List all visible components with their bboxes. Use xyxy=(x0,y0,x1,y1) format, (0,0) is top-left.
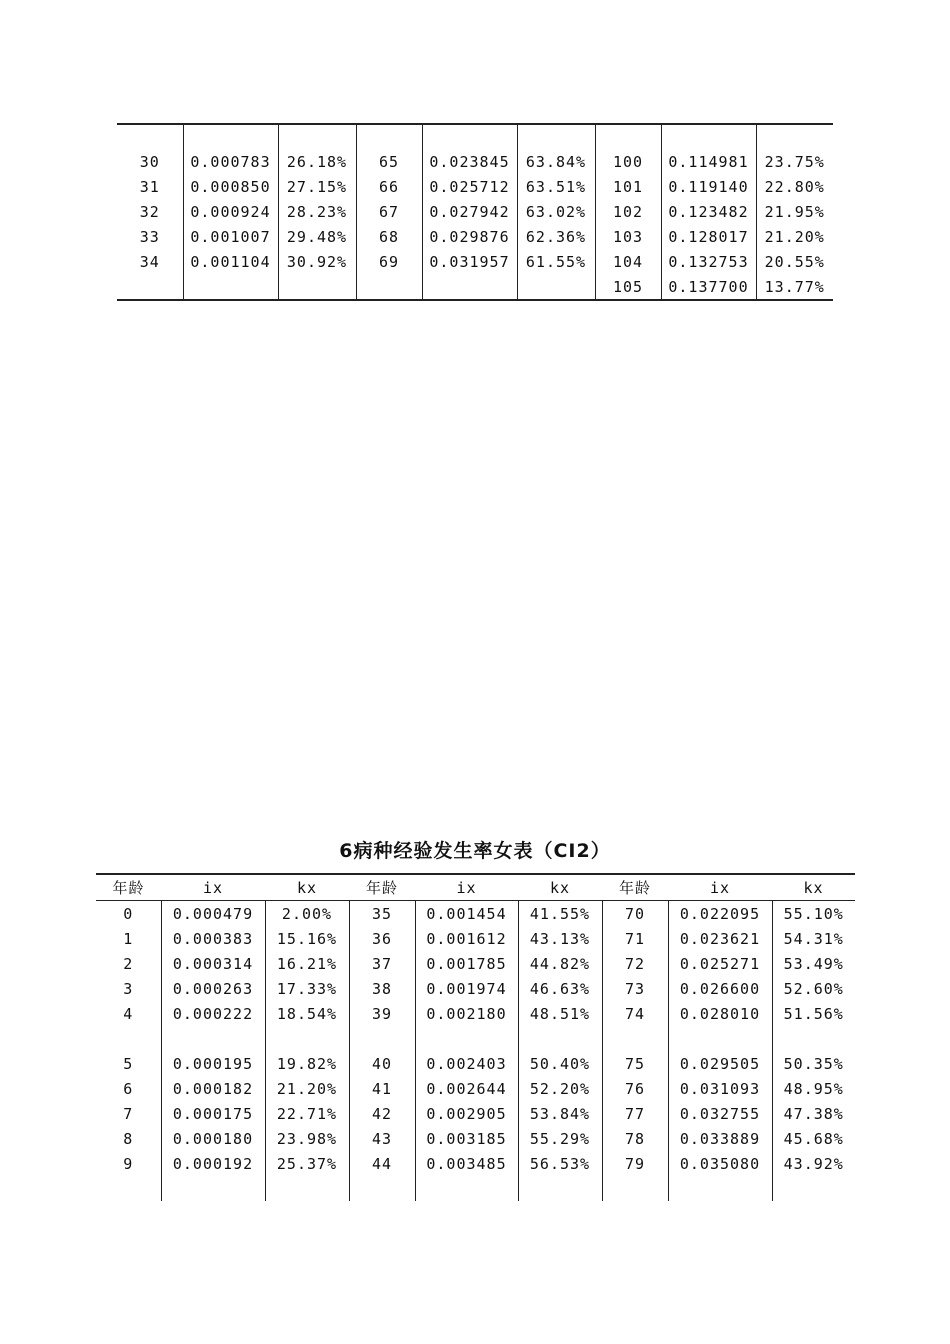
table-cell: 44.82% xyxy=(518,951,602,976)
table-cell: 22.71% xyxy=(265,1101,349,1126)
column-header: 年龄 xyxy=(365,879,398,897)
table-row xyxy=(96,1051,855,1076)
table-row xyxy=(96,951,855,976)
table-cell: 0.025271 xyxy=(668,951,772,976)
table-cell: 46.63% xyxy=(518,976,602,1001)
table-cell: 21.95% xyxy=(764,202,825,221)
table-cell: 35 xyxy=(349,901,415,927)
table-cell: 5 xyxy=(96,1051,161,1076)
table-cell: 0.132753 xyxy=(661,249,756,274)
table-cell: 0.026600 xyxy=(668,976,772,1001)
table-row xyxy=(117,274,833,300)
table-cell: 0.001612 xyxy=(415,926,518,951)
table-row xyxy=(96,1151,855,1176)
table-cell: 50.40% xyxy=(518,1051,602,1076)
table-cell: 101 xyxy=(595,174,661,199)
table-cell: 25.37% xyxy=(265,1151,349,1176)
table-cell: 0.000783 xyxy=(183,149,278,174)
table-row xyxy=(117,249,833,274)
table-cell: 0.028010 xyxy=(668,1001,772,1026)
table-cell: 55.10% xyxy=(783,904,844,923)
table-cell: 0.000222 xyxy=(161,1001,265,1026)
table-cell: 16.21% xyxy=(265,951,349,976)
table-cell: 20.55% xyxy=(764,252,825,271)
table-cell: 54.31% xyxy=(783,929,844,948)
table-cell: 29.48% xyxy=(278,224,356,249)
table-cell: 17.33% xyxy=(265,976,349,1001)
table-cell: 41 xyxy=(349,1076,415,1101)
table-cell: 30 xyxy=(117,149,183,174)
column-header: 年龄 xyxy=(618,879,651,897)
table-cell: 100 xyxy=(595,149,661,174)
table-cell: 0.029505 xyxy=(668,1051,772,1076)
table-cell: 68 xyxy=(356,224,422,249)
table-cell: 0.001785 xyxy=(415,951,518,976)
table-cell: 39 xyxy=(349,1001,415,1026)
female-incidence-table xyxy=(96,873,855,1201)
table-cell: 23.75% xyxy=(764,152,825,171)
table-cell: 65 xyxy=(356,149,422,174)
table-cell: 0.027942 xyxy=(422,199,517,224)
table-row xyxy=(96,1101,855,1126)
table-cell: 7 xyxy=(96,1101,161,1126)
table-cell: 79 xyxy=(602,1151,668,1176)
table-cell: 105 xyxy=(595,274,661,300)
table-cell: 75 xyxy=(602,1051,668,1076)
table-cell: 56.53% xyxy=(518,1151,602,1176)
table-cell: 52.20% xyxy=(518,1076,602,1101)
table-cell: 50.35% xyxy=(783,1054,844,1073)
table-cell: 21.20% xyxy=(265,1076,349,1101)
table-cell: 0.000924 xyxy=(183,199,278,224)
table-cell: 2 xyxy=(96,951,161,976)
table-cell: 0.031093 xyxy=(668,1076,772,1101)
table-cell: 0.137700 xyxy=(661,274,756,300)
table-cell: 0.002180 xyxy=(415,1001,518,1026)
table-cell: 19.82% xyxy=(265,1051,349,1076)
table-cell: 63.84% xyxy=(517,149,595,174)
column-header: ix xyxy=(709,878,731,897)
table-cell: 0.029876 xyxy=(422,224,517,249)
table-row xyxy=(117,174,833,199)
table-cell xyxy=(117,274,183,300)
table-cell: 0.001974 xyxy=(415,976,518,1001)
table-cell: 42 xyxy=(349,1101,415,1126)
table-cell: 0.000195 xyxy=(161,1051,265,1076)
table-cell: 34 xyxy=(117,249,183,274)
table-cell: 72 xyxy=(602,951,668,976)
table-cell: 67 xyxy=(356,199,422,224)
table-row xyxy=(117,199,833,224)
table-cell: 74 xyxy=(602,1001,668,1026)
table-cell: 77 xyxy=(602,1101,668,1126)
column-header: kx xyxy=(803,878,824,897)
table-cell: 26.18% xyxy=(278,149,356,174)
table-cell: 52.60% xyxy=(783,979,844,998)
table-cell: 38 xyxy=(349,976,415,1001)
table-cell: 43 xyxy=(349,1126,415,1151)
table-row xyxy=(96,1126,855,1151)
table-cell: 104 xyxy=(595,249,661,274)
table-cell: 103 xyxy=(595,224,661,249)
table-cell: 0.000263 xyxy=(161,976,265,1001)
table-cell: 76 xyxy=(602,1076,668,1101)
table-cell: 8 xyxy=(96,1126,161,1151)
table-cell: 3 xyxy=(96,976,161,1001)
table-cell: 0.123482 xyxy=(661,199,756,224)
table-cell: 0.025712 xyxy=(422,174,517,199)
table-cell: 62.36% xyxy=(517,224,595,249)
table-cell xyxy=(517,274,595,300)
table-cell: 0.000314 xyxy=(161,951,265,976)
table-cell: 13.77% xyxy=(764,277,825,296)
table-cell: 43.13% xyxy=(518,926,602,951)
table-cell: 47.38% xyxy=(783,1104,844,1123)
table-title: 6病种经验发生率女表（CI2） xyxy=(339,840,611,862)
table-cell: 0.114981 xyxy=(661,149,756,174)
table-cell: 0.003185 xyxy=(415,1126,518,1151)
table-cell: 53.49% xyxy=(783,954,844,973)
table-cell: 4 xyxy=(96,1001,161,1026)
table-cell: 78 xyxy=(602,1126,668,1151)
column-header: ix xyxy=(202,878,224,897)
table-spacer-row xyxy=(117,124,833,149)
table-cell: 63.51% xyxy=(517,174,595,199)
table-cell: 0.002905 xyxy=(415,1101,518,1126)
table-cell: 44 xyxy=(349,1151,415,1176)
table-cell: 0.031957 xyxy=(422,249,517,274)
table-cell: 2.00% xyxy=(265,901,349,927)
table-row xyxy=(117,149,833,174)
table-cell: 70 xyxy=(602,901,668,927)
table-cell: 37 xyxy=(349,951,415,976)
table-row xyxy=(96,926,855,951)
table-cell: 0.000182 xyxy=(161,1076,265,1101)
column-header: 年龄 xyxy=(112,879,145,897)
table-header-row xyxy=(96,874,855,901)
table-cell xyxy=(422,274,517,300)
table-cell: 1 xyxy=(96,926,161,951)
table-cell: 0.023621 xyxy=(668,926,772,951)
table-cell: 22.80% xyxy=(764,177,825,196)
table-row xyxy=(96,901,855,927)
table-cell: 30.92% xyxy=(278,249,356,274)
table-cell: 71 xyxy=(602,926,668,951)
table-spacer-row xyxy=(96,1176,855,1201)
table-cell: 0.001104 xyxy=(183,249,278,274)
table-cell: 21.20% xyxy=(764,227,825,246)
table-cell: 0.000192 xyxy=(161,1151,265,1176)
table-cell: 33 xyxy=(117,224,183,249)
table-cell: 0.001454 xyxy=(415,901,518,927)
table-cell: 0.003485 xyxy=(415,1151,518,1176)
rate-table-continued xyxy=(117,123,833,301)
table-cell: 102 xyxy=(595,199,661,224)
table-row xyxy=(96,1076,855,1101)
table-cell xyxy=(278,274,356,300)
table-cell: 27.15% xyxy=(278,174,356,199)
table-cell: 40 xyxy=(349,1051,415,1076)
column-header: kx xyxy=(549,878,571,897)
column-header: ix xyxy=(456,878,477,897)
table-row xyxy=(117,224,833,249)
table-cell: 0.000180 xyxy=(161,1126,265,1151)
table-cell: 45.68% xyxy=(783,1129,844,1148)
table-cell: 0.000479 xyxy=(161,901,265,927)
table-cell: 0.033889 xyxy=(668,1126,772,1151)
table-cell: 0.000383 xyxy=(161,926,265,951)
table-cell: 48.95% xyxy=(783,1079,844,1098)
table-cell: 43.92% xyxy=(783,1154,844,1173)
table-cell: 73 xyxy=(602,976,668,1001)
table-cell: 6 xyxy=(96,1076,161,1101)
table-cell: 0.119140 xyxy=(661,174,756,199)
table-row xyxy=(96,976,855,1001)
table-cell xyxy=(183,274,278,300)
table-cell: 0.000175 xyxy=(161,1101,265,1126)
table-cell: 0.000850 xyxy=(183,174,278,199)
table-spacer-row xyxy=(96,1026,855,1051)
table-cell: 18.54% xyxy=(265,1001,349,1026)
table-cell: 0 xyxy=(96,901,161,927)
table-cell xyxy=(356,274,422,300)
table-cell: 63.02% xyxy=(517,199,595,224)
table-cell: 36 xyxy=(349,926,415,951)
table-cell: 0.128017 xyxy=(661,224,756,249)
table-cell: 48.51% xyxy=(518,1001,602,1026)
table-cell: 0.001007 xyxy=(183,224,278,249)
table-cell: 41.55% xyxy=(518,901,602,927)
table-cell: 0.002403 xyxy=(415,1051,518,1076)
table-cell: 61.55% xyxy=(517,249,595,274)
table-cell: 31 xyxy=(117,174,183,199)
table-cell: 51.56% xyxy=(783,1004,844,1023)
table-cell: 28.23% xyxy=(278,199,356,224)
table-cell: 0.035080 xyxy=(668,1151,772,1176)
table-cell: 55.29% xyxy=(518,1126,602,1151)
table-cell: 0.032755 xyxy=(668,1101,772,1126)
table-cell: 0.002644 xyxy=(415,1076,518,1101)
table-cell: 9 xyxy=(96,1151,161,1176)
table-cell: 69 xyxy=(356,249,422,274)
table-row xyxy=(96,1001,855,1026)
table-cell: 32 xyxy=(117,199,183,224)
table-cell: 15.16% xyxy=(265,926,349,951)
table-cell: 0.023845 xyxy=(422,149,517,174)
column-header: kx xyxy=(296,878,318,897)
table-cell: 66 xyxy=(356,174,422,199)
table-cell: 0.022095 xyxy=(668,901,772,927)
table-cell: 23.98% xyxy=(265,1126,349,1151)
table-cell: 53.84% xyxy=(518,1101,602,1126)
